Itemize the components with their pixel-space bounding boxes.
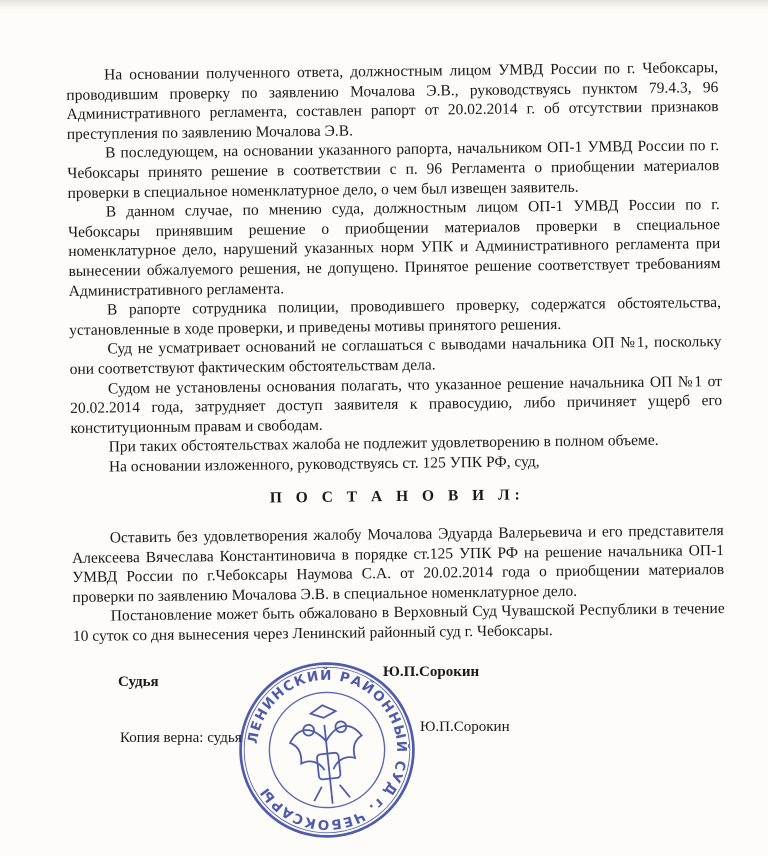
paragraph: На основании изложенного, руководствуясь ст. 125 УПК РФ, суд,: [108, 453, 540, 476]
paragraph: При таких обстоятельствах жалоба не подлежит удовлетворению в полном объеме.: [108, 432, 659, 456]
seal-text: [238, 658, 419, 840]
paragraph: Суд не усматривает оснований не соглашаться с выводами начальника ОП №1, поскольку они соответствуют фактическим обстоятельствам дела.: [69, 333, 722, 378]
resolution-paragraph: Оставить без удовлетворения жалобу Мочалова Эдуарда Валерьевича и его представителя Алексеева Вячеслава Константиновича в порядке ст.125 УПК РФ на решение начальника ОП-1 УМВД России по г.Чебоксары Наумова С.А. от 20.02.2014 года о приобщении материалов проверки по заявлению Мочалова Э.В. в специальное номенклатурное дело.: [71, 522, 725, 606]
copy-certified-label: Копия верна: судья: [120, 730, 242, 746]
judge-name: Ю.П.Сорокин: [383, 664, 480, 680]
paragraph: В последующем, на основании указанного рапорта, начальником ОП-1 УМВД России по г. Чебоксары принято решение в соответствии с п. 96 Регламента о приобщении материалов проверки в специальное номенклатурное дело, о чем был извещен заявитель.: [67, 137, 720, 202]
seal-text-path: ЛЕНИНСКИЙ РАЙОННЫЙ СУД г. ЧЕБОКСАРЫ: [244, 667, 410, 833]
resolution-paragraph: Постановление может быть обжаловано в Верховный Суд Чувашской Республики в течение 10 суток со дня вынесения через Ленинский районный суд г. Чебоксары.: [72, 600, 725, 645]
judge-label: Судья: [118, 674, 159, 690]
copy-judge-name: Ю.П.Сорокин: [420, 719, 510, 735]
paragraph: В рапорте сотрудника полиции, проводившего проверку, содержатся обстоятельства, установленные в ходе проверки, и приведены мотивы принятого решения.: [69, 294, 722, 339]
paragraph: В данном случае, по мнению суда, должностным лицом ОП-1 УМВД России по г. Чебоксары принявшим решение о приобщении материалов проверки в специальное номенклатурное дело, нарушений указанных норм УПК и Административного регламента при вынесении обжалуемого решения, не допущено. Принятое решение соответствует требованиям Административного регламента.: [67, 196, 721, 300]
resolution-heading: П О С Т А Н О В И Л:: [269, 486, 525, 508]
paragraph: Судом не установлены основания полагать, что указанное решение начальника ОП №1 от 20.02.2014 года, затрудняет доступ заявителя к правосудию, либо причиняет ущерб его конституционным правам и свободам.: [70, 372, 723, 437]
paragraph: На основании полученного ответа, должностным лицом УМВД России по г. Чебоксары, проводившим проверку по заявлению Мочалова Э.В., руководствуясь пунктом 79.4.3, 96 Административного регламента, составлен рапорт от 20.02.2014 г. об отсутствии признаков преступления по заявлению Мочалова Э.В.: [66, 59, 719, 143]
double-headed-eagle-icon: [286, 701, 368, 807]
